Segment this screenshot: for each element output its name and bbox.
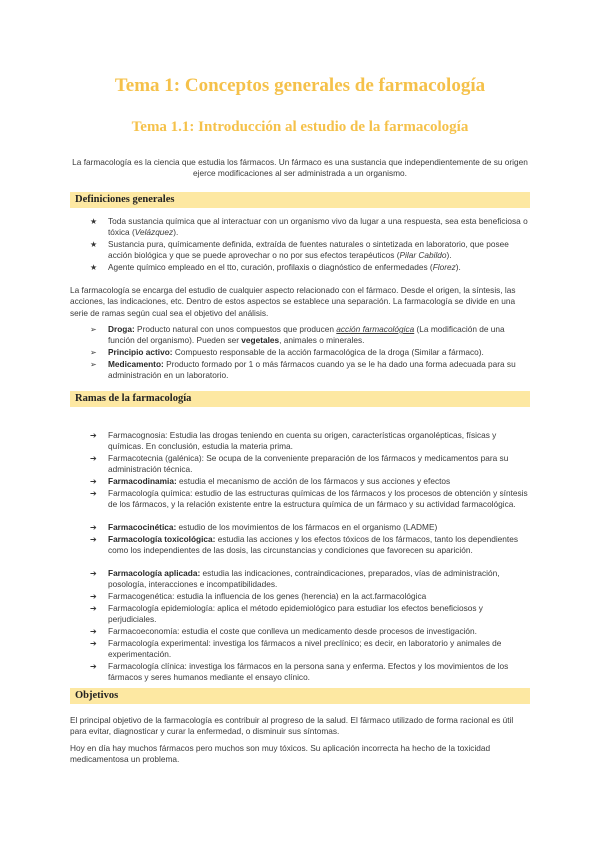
list-item: ➔ Farmacología experimental: investiga los fármacos a nivel preclínico; es decir, en laboratorio y animales de experimentación.	[90, 638, 502, 660]
list-item: ➢ Principio activo: Compuesto responsable de la acción farmacológica de la droga (Similar a fármaco).	[90, 347, 484, 357]
right-arrow-icon: ➔	[90, 523, 97, 532]
right-arrow-icon: ➔	[90, 477, 97, 486]
right-arrow-icon: ➔	[90, 431, 97, 440]
terms-list	[90, 324, 528, 382]
page-subtitle: Tema 1.1: Introducción al estudio de la farmacología	[131, 119, 469, 135]
list-item: ➔ Farmacología aplicada: estudia las indicaciones, contraindicaciones, preparados, vías de administración, posología, interacciones e incompatibilidades.	[90, 568, 500, 590]
definitions-list	[90, 216, 528, 274]
list-item: ★ Toda sustancia química que al interactuar con un organismo vivo da lugar a una respuesta, sea esta beneficiosa o tóxica (Velázquez).	[90, 216, 528, 238]
right-arrow-icon: ➔	[90, 627, 97, 636]
right-arrow-icon: ➔	[90, 569, 97, 578]
list-item: ➔ Farmacología toxicológica: estudia las acciones y los efectos tóxicos de los fármacos, tanto los dependientes como los independientes de las dosis, las circunstancias y condiciones que favorecen su aparición.	[90, 534, 518, 556]
list-item: ➔ Farmacogenética: estudia la influencia de los genes (herencia) en la act.farmacológica	[90, 591, 427, 601]
list-item: ➔ Farmacología epidemiología: aplica el método epidemiológico para estudiar los efectos beneficiosos y perjudiciales.	[90, 603, 483, 625]
section-heading-definiciones: Definiciones generales	[70, 192, 530, 208]
arrowhead-icon: ➢	[90, 325, 97, 334]
farmacologia-paragraph: La farmacología se encarga del estudio de cualquier aspecto relacionado con el fármaco. Desde el origen, la síntesis, las acciones, las indicaciones, etc. Dentro de estos aspectos se establece una separación. La farmacología se divide en una serie de ramas según cual sea el objetivo del análisis.	[70, 285, 516, 318]
list-item: ➔ Farmacología química: estudio de las estructuras químicas de los fármacos y los procesos de obtención y síntesis de los fármacos, y la relación existente entre la estructura química de un fármaco y su actividad farmacológica.	[90, 488, 528, 510]
arrowhead-icon: ➢	[90, 348, 97, 357]
ramas-list	[90, 430, 530, 684]
list-item: ★ Agente químico empleado en el tto, curación, profilaxis o diagnóstico de enfermedades (Florez).	[90, 262, 461, 272]
right-arrow-icon: ➔	[90, 604, 97, 613]
right-arrow-icon: ➔	[90, 592, 97, 601]
star-icon: ★	[90, 217, 98, 226]
objetivos-paragraph-2: Hoy en día hay muchos fármacos pero muchos son muy tóxicos. Su aplicación incorrecta ha hecho de la toxicidad medicamentosa un problema.	[70, 743, 491, 765]
intro-paragraph: La farmacología es la ciencia que estudia los fármacos. Un fármaco es una sustancia que independientemente de su origen ejerce modificaciones al ser administrada a un organismo.	[72, 157, 528, 179]
right-arrow-icon: ➔	[90, 535, 97, 544]
list-item: ➔ Farmacodinamia: estudia el mecanismo de acción de los fármacos y sus acciones y efectos	[90, 476, 451, 486]
page-title: Tema 1: Conceptos generales de farmacología	[114, 75, 486, 96]
arrowhead-icon: ➢	[90, 360, 97, 369]
list-item: ➢ Medicamento: Producto formado por 1 o más fármacos cuando ya se le ha dado una forma adecuada para su administración en un laboratorio.	[90, 359, 516, 381]
list-item: ➔ Farmacotecnia (galénica): Se ocupa de la conveniente preparación de los fármacos y medicamentos para su administración técnica.	[90, 453, 509, 475]
right-arrow-icon: ➔	[90, 639, 97, 648]
list-item: ➢ Droga: Producto natural con unos compuestos que producen acción farmacológica (La modificación de una función del organismo). Pueden ser vegetales, animales o minerales.	[90, 324, 505, 346]
list-item: ➔ Farmacoeconomía: estudia el coste que conlleva un medicamento desde procesos de investigación.	[90, 626, 477, 636]
star-icon: ★	[90, 263, 98, 272]
section-heading-objetivos: Objetivos	[70, 688, 530, 704]
right-arrow-icon: ➔	[90, 662, 97, 671]
section-heading-ramas: Ramas de la farmacología	[70, 391, 530, 407]
list-item: ➔ Farmacología clínica: investiga los fármacos en la persona sana y enferma. Efectos y los movimientos de los fármacos y seres humanos mediante el ensayo clínico.	[90, 661, 509, 683]
star-icon: ★	[90, 240, 98, 249]
objetivos-paragraph-1: El principal objetivo de la farmacología es contribuir al progreso de la salud. El fármaco utilizado de forma racional es útil para evitar, diagnosticar y curar la enfermedad, o disminuir sus síntomas.	[70, 715, 514, 737]
right-arrow-icon: ➔	[90, 454, 97, 463]
right-arrow-icon: ➔	[90, 489, 97, 498]
list-item: ➔ Farmacognosia: Estudia las drogas teniendo en cuenta su origen, características organolépticas, físicas y químicas. En conclusión, estudia la materia prima.	[90, 430, 497, 452]
accion-farmacologica-link[interactable]: acción farmacológica	[336, 324, 415, 334]
list-item: ★ Sustancia pura, químicamente definida, extraída de fuentes naturales o sintetizada en laboratorio, que posee acción biológica y que se puede aprovechar o no por sus efectos terapéuticos (Pilar Cabildo).	[90, 239, 509, 261]
list-item: ➔ Farmacocinética: estudio de los movimientos de los fármacos en el organismo (LADME)	[90, 522, 438, 532]
